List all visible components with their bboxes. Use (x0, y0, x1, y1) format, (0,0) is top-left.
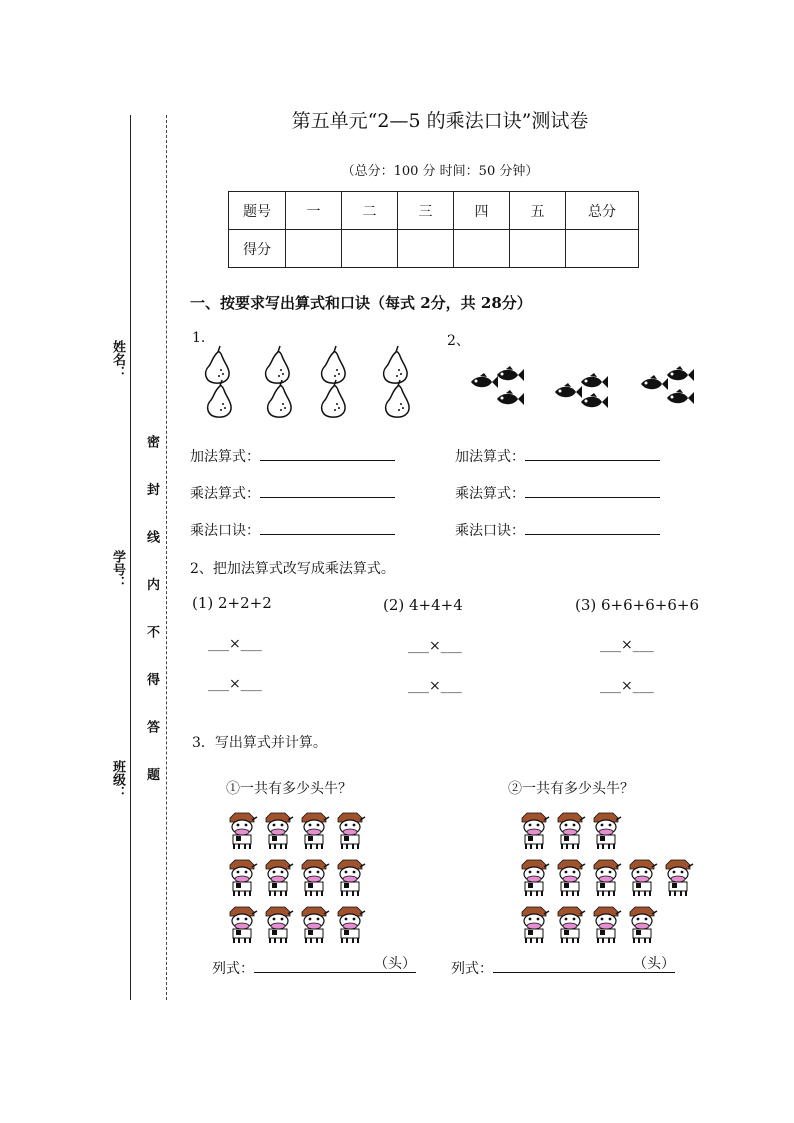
cow-icon (230, 860, 257, 896)
cow-row (230, 813, 365, 849)
cow-icon (338, 860, 365, 896)
times-blank[interactable]: ___×___ (600, 678, 654, 694)
cows-picture-right (516, 806, 700, 946)
score-cell: 五 (510, 192, 566, 230)
add-formula-answer-line[interactable] (260, 446, 395, 461)
cow-icon (266, 907, 293, 943)
student-id-label: 学号： (110, 550, 125, 589)
pear-icon (208, 380, 231, 417)
score-cell: 三 (398, 192, 454, 230)
binding-dashed-line (166, 115, 167, 1000)
times-blank[interactable]: ___×___ (600, 637, 654, 653)
score-input-cell[interactable] (566, 230, 639, 268)
pear-icon (386, 380, 409, 417)
add-formula-answer-line[interactable] (525, 446, 660, 461)
exam-meta: （总分：100 分 时间：50 分钟） (341, 164, 539, 179)
rhyme-label: 乘法口诀： (455, 523, 525, 539)
fish-group-3 (641, 366, 694, 404)
cow-icon (338, 813, 365, 849)
cow-icon (594, 813, 621, 849)
add-formula-row-2 (455, 446, 660, 466)
cow-row (230, 907, 365, 943)
pear-icon (322, 346, 345, 383)
fish-icon (667, 389, 694, 404)
times-blank[interactable]: ___×___ (208, 636, 262, 652)
score-table-score-row (229, 230, 639, 268)
cow-row (522, 860, 693, 896)
section3-heading: 3．写出算式并计算。 (192, 735, 327, 751)
rhyme-row-1 (190, 520, 395, 540)
score-table-header-row (229, 192, 639, 230)
formula-answer-line[interactable] (254, 958, 416, 973)
item-2: (2) 4+4+4 (383, 596, 463, 614)
section2-heading: 2、把加法算式改写成乘法算式。 (190, 561, 395, 577)
cow-icon (594, 860, 621, 896)
formula-label: 列式： (451, 961, 493, 977)
q2-number: 2、 (447, 333, 470, 349)
fish-icon (497, 390, 524, 405)
rhyme-label: 乘法口诀： (190, 523, 260, 539)
mul-formula-label: 乘法算式： (455, 486, 525, 502)
cow-icon (630, 907, 657, 943)
unit-label: （头） (633, 956, 675, 972)
fish-group-1 (471, 366, 524, 405)
item-1: (1) 2+2+2 (192, 594, 272, 612)
pear-icon (206, 346, 229, 383)
times-blank[interactable]: ___×___ (408, 678, 462, 694)
cow-question-2: ②一共有多少头牛？ (508, 781, 634, 797)
score-cell: 四 (454, 192, 510, 230)
score-input-cell[interactable] (342, 230, 398, 268)
cow-icon (522, 813, 549, 849)
cow-icon (266, 813, 293, 849)
binding-solid-line (130, 115, 131, 1000)
exam-title: 第五单元“2—5 的乘法口诀”测试卷 (291, 110, 589, 132)
cow-icon (594, 907, 621, 943)
mul-formula-row-2 (455, 483, 660, 503)
fish-icon (581, 393, 608, 408)
fish-icon (667, 366, 694, 381)
formula-answer-line[interactable] (493, 958, 675, 973)
cow-question-1: ①一共有多少头牛？ (226, 781, 352, 797)
fish-icon (555, 383, 582, 398)
score-input-cell[interactable] (510, 230, 566, 268)
score-cell: 二 (342, 192, 398, 230)
rhyme-answer-line[interactable] (525, 520, 660, 535)
add-formula-label: 加法算式： (190, 449, 260, 465)
score-cell: 一 (286, 192, 342, 230)
cow-icon (522, 907, 549, 943)
cow-icon (302, 813, 329, 849)
fish-icon (641, 375, 668, 390)
cow-icon (338, 907, 365, 943)
formula-label: 列式： (212, 961, 254, 977)
class-label: 班级： (110, 760, 125, 799)
cow-icon (522, 860, 549, 896)
cows-picture-left (226, 806, 386, 946)
cow-icon (302, 860, 329, 896)
mul-formula-label: 乘法算式： (190, 486, 260, 502)
fish-icon (497, 366, 524, 381)
score-input-cell[interactable] (454, 230, 510, 268)
pear-icon (322, 380, 345, 417)
q1-number: 1. (192, 330, 206, 346)
fish-icon (471, 373, 498, 388)
rhyme-row-2 (455, 520, 660, 540)
rhyme-answer-line[interactable] (260, 520, 395, 535)
cow-row (522, 907, 657, 943)
mul-formula-row-1 (190, 483, 395, 503)
cow-icon (230, 813, 257, 849)
unit-label: （头） (374, 956, 416, 972)
score-input-cell[interactable] (286, 230, 342, 268)
cow-icon (558, 907, 585, 943)
fish-picture (466, 360, 698, 415)
score-cell: 得分 (229, 230, 286, 268)
fish-icon (581, 373, 608, 388)
pear-icon (384, 346, 407, 383)
add-formula-row-1 (190, 446, 395, 466)
pear-icon (266, 346, 289, 383)
cow-icon (230, 907, 257, 943)
cow-row (522, 813, 621, 849)
times-blank[interactable]: ___×___ (208, 676, 262, 692)
seal-line-notice: 密 封 线 内 不 得 答 题 (144, 435, 159, 796)
section1-heading: 一、按要求写出算式和口诀（每式 2分，共 28分） (190, 294, 532, 312)
cow-icon (558, 860, 585, 896)
times-blank[interactable]: ___×___ (408, 638, 462, 654)
cow-row (230, 860, 365, 896)
score-cell: 总分 (566, 192, 639, 230)
cow-icon (558, 813, 585, 849)
score-table (228, 191, 639, 268)
score-cell: 题号 (229, 192, 286, 230)
mul-formula-answer-line[interactable] (525, 483, 660, 498)
item-3: (3) 6+6+6+6+6 (575, 596, 700, 614)
add-formula-label: 加法算式： (455, 449, 525, 465)
pears-picture (196, 344, 426, 424)
cow-icon (666, 860, 693, 896)
pear-icon (268, 380, 291, 417)
name-label: 姓名： (110, 340, 125, 379)
formula-row-2 (451, 958, 675, 978)
cow-icon (266, 860, 293, 896)
mul-formula-answer-line[interactable] (260, 483, 395, 498)
formula-row-1 (212, 958, 416, 978)
cow-icon (630, 860, 657, 896)
score-input-cell[interactable] (398, 230, 454, 268)
fish-group-2 (555, 373, 608, 408)
cow-icon (302, 907, 329, 943)
